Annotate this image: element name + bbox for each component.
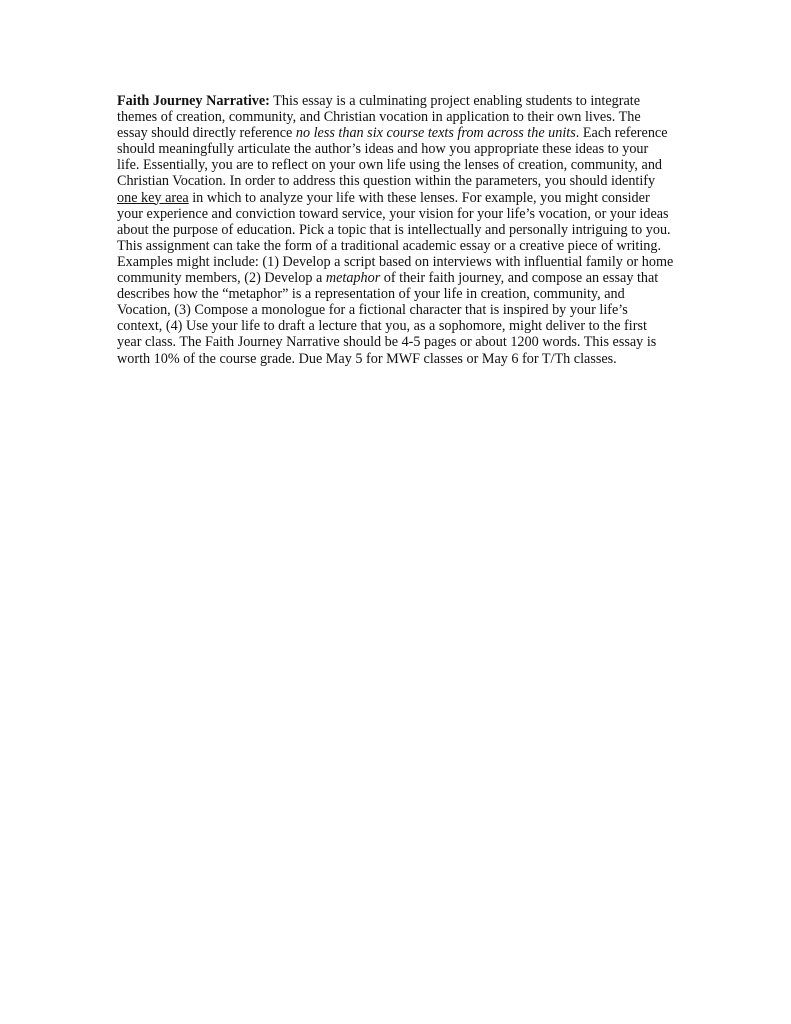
text-run: describes how the “metaphor” is a representation of your life in creation, community, and	[117, 286, 625, 303]
text-run: community members, (2) Develop a	[117, 270, 326, 287]
text-run: worth 10% of the course grade. Due May 5 for MWF classes or May 6 for T/Th classes.	[117, 350, 617, 367]
paragraph-line	[117, 157, 687, 173]
text-run: This assignment can take the form of a traditional academic essay or a creative piece of writing.	[117, 237, 662, 254]
paragraph-line	[117, 254, 687, 270]
paragraph-line	[117, 93, 687, 109]
paragraph-line	[117, 190, 687, 206]
text-run: your experience and conviction toward service, your vision for your life’s vocation, or your ideas	[117, 205, 669, 222]
text-run: of their faith journey, and compose an essay that	[380, 270, 659, 287]
text-run: about the purpose of education. Pick a topic that is intellectually and personally intriguing to you.	[117, 221, 671, 238]
paragraph-line	[117, 141, 687, 157]
italic-emphasis: no less than six course texts from across the units	[295, 125, 576, 142]
paragraph-line	[117, 351, 687, 367]
text-run: . Each reference	[575, 125, 668, 142]
paragraph-line	[117, 302, 687, 318]
assignment-paragraph	[117, 93, 687, 367]
text-run: year class. The Faith Journey Narrative should be 4-5 pages or about 1200 words. This essay is	[117, 334, 657, 351]
text-run: Examples might include: (1) Develop a script based on interviews with influential family or home	[117, 253, 674, 270]
text-run: Christian Vocation. In order to address this question within the parameters, you should identify	[117, 173, 656, 190]
text-run: Vocation, (3) Compose a monologue for a fictional character that is inspired by your life’s	[117, 302, 628, 319]
paragraph-line	[117, 270, 687, 286]
paragraph-line	[117, 318, 687, 334]
paragraph-line	[117, 173, 687, 189]
paragraph-line	[117, 222, 687, 238]
paragraph-line	[117, 206, 687, 222]
text-run: life. Essentially, you are to reflect on your own life using the lenses of creation, community, and	[117, 157, 663, 174]
paragraph-line	[117, 334, 687, 350]
paragraph-line	[117, 109, 687, 125]
text-run: This essay is a culminating project enabling students to integrate	[269, 93, 640, 109]
underlined-emphasis: one key area	[117, 189, 189, 206]
text-run: context, (4) Use your life to draft a lecture that you, as a sophomore, might deliver to the first	[117, 318, 647, 335]
paragraph-line	[117, 125, 687, 141]
text-run: in which to analyze your life with these lenses. For example, you might consider	[188, 189, 650, 206]
paragraph-line	[117, 238, 687, 254]
text-run: themes of creation, community, and Christian vocation in application to their own lives. The	[117, 109, 641, 126]
bold-heading: Faith Journey Narrative:	[117, 93, 270, 109]
text-run: should meaningfully articulate the author’s ideas and how you appropriate these ideas to your	[117, 141, 649, 158]
text-run: essay should directly reference	[117, 125, 296, 142]
paragraph-line	[117, 286, 687, 302]
italic-emphasis: metaphor	[325, 270, 381, 287]
